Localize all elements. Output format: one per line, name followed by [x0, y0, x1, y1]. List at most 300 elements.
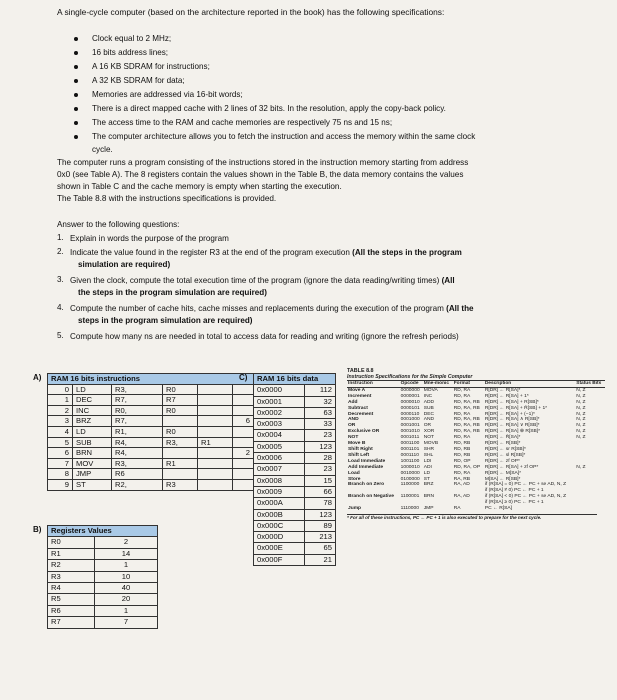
question-text-plain: Compute the number of cache hits, cache misses and replacements during the execution of the program [70, 304, 444, 313]
memory-row [254, 407, 336, 418]
memory-value: 21 [305, 554, 336, 565]
memory-value: 15 [305, 475, 336, 486]
memory-row [254, 554, 336, 565]
spec-cell: LD [423, 470, 430, 476]
spec-cell: 0001011 [400, 435, 420, 441]
register-name: R0 [48, 537, 95, 548]
spec-cell: N, Z [576, 429, 586, 435]
data-memory-table [253, 373, 336, 566]
spec-cell: R[DR] ← zf OP* [484, 458, 520, 464]
instruction-cell: 7 [48, 458, 73, 469]
instruction-cell: LD [73, 426, 112, 437]
memory-value: 63 [305, 407, 336, 418]
spec-cell: SHR [423, 446, 435, 452]
spec-item: A 32 KB SDRAM for data; [92, 76, 185, 85]
spec-cell: Exclusive OR [348, 429, 380, 435]
instruction-cell: R3 [163, 479, 198, 490]
spec-cell: 0001001 [400, 423, 420, 429]
instruction-cell: R0, [112, 405, 163, 416]
instruction-cell: 4 [48, 426, 73, 437]
instruction-cell [198, 479, 233, 490]
instruction-cell: R7, [112, 395, 163, 406]
spec-cell: 0000001 [400, 393, 420, 399]
spec-cell: RD, OP [453, 458, 471, 464]
spec-cell: ST [423, 476, 430, 482]
memory-row [254, 453, 336, 464]
table-b-label: B) [33, 525, 42, 534]
spec-cell: R[DR] ← R[SA] + zf OP* [484, 464, 539, 470]
spec-cell: 0000110 [400, 411, 420, 417]
memory-row [254, 532, 336, 543]
spec-cell [575, 506, 605, 512]
memory-value: 89 [305, 520, 336, 531]
spec-cell: RD, RA, RB [453, 399, 480, 405]
registers-table-title: Registers Values [48, 526, 158, 537]
spec-cell: R[DR] ← R[SA] + (−1)* [484, 411, 535, 417]
spec-cell: RD, RA, RB [453, 423, 480, 429]
memory-row [254, 396, 336, 407]
spec-cell: R[DR] ← M[SA]* [484, 470, 521, 476]
memory-address: 0x000C [254, 520, 305, 531]
memory-value: 33 [305, 419, 336, 430]
instruction-cell [233, 458, 254, 469]
question-text-bold: steps in the program simulation are required) [78, 316, 253, 325]
spec-cell: Load [348, 470, 360, 476]
register-row [48, 617, 158, 628]
spec-cell: RD, RB [453, 446, 471, 452]
question-text-bold: (All the [443, 304, 474, 313]
spec-cell: N, Z [576, 435, 586, 441]
spec-cell: RD, RA, RB [453, 417, 480, 423]
bullet-dot [74, 79, 78, 83]
spec-cell: N, Z [576, 411, 586, 417]
spec-cell: 0001110 [400, 452, 419, 458]
spec-table-body [347, 387, 605, 512]
memory-address: 0x000D [254, 532, 305, 543]
spec-cell: R[DR] ← R[SB]* [484, 441, 521, 447]
memory-row [254, 419, 336, 430]
spec-item: There is a direct mapped cache with 2 lines of 32 bits. In the resolution, apply the copy-back policy. [92, 104, 446, 113]
instruction-row [48, 479, 254, 490]
instruction-cell: R2, [112, 479, 163, 490]
spec-cell: Jump [348, 506, 362, 512]
spec-cell: R[DR] ← R̄[SA]* [484, 435, 521, 441]
instruction-cell [198, 458, 233, 469]
question-text-plain: Indicate the value found in the register R3 at the end of the program execution [70, 248, 350, 257]
instruction-cell: DEC [73, 395, 112, 406]
instruction-cell: JMP [73, 469, 112, 480]
spec-cell: R[DR] ← R[SA] + 1* [484, 393, 529, 399]
memory-value: 78 [305, 498, 336, 509]
memory-value: 23 [305, 464, 336, 475]
bullet-dot [74, 37, 78, 41]
spec-header-cell: Description [484, 381, 575, 388]
instruction-cell: MOV [73, 458, 112, 469]
memory-address: 0x0007 [254, 464, 305, 475]
register-value: 1 [95, 605, 158, 616]
register-name: R7 [48, 617, 95, 628]
spec-cell: Add Immediate [348, 464, 384, 470]
spec-table-title: TABLE 8.8 [347, 368, 374, 374]
instruction-cell: R3, [112, 458, 163, 469]
spec-cell: R[DR] ← R[SA] + R[SB]* [484, 399, 539, 405]
register-name: R6 [48, 605, 95, 616]
question-text-bold: (All the steps in the program [349, 248, 462, 257]
memory-address: 0x000B [254, 509, 305, 520]
memory-row [254, 543, 336, 554]
register-row [48, 583, 158, 594]
spec-cell: Decrement [348, 411, 374, 417]
register-value: 14 [95, 548, 158, 559]
instruction-cell: INC [73, 405, 112, 416]
instruction-cell [198, 448, 233, 459]
spec-cell: 0010000 [400, 470, 420, 476]
memory-row [254, 520, 336, 531]
memory-address: 0x0002 [254, 407, 305, 418]
question-number: 5. [57, 331, 64, 340]
spec-cell: N, Z [576, 405, 586, 411]
bullet-dot [74, 93, 78, 97]
spec-cell: Shift Left [348, 452, 370, 458]
question-number: 1. [57, 233, 64, 242]
spec-cell: RD, RA [453, 470, 471, 476]
spec-cell: R[DR] ← R[SA] ∧ R[SB]* [484, 417, 540, 423]
instruction-cell [233, 479, 254, 490]
instruction-cell: SUB [73, 437, 112, 448]
instruction-cell [198, 395, 233, 406]
register-value: 20 [95, 594, 158, 605]
memory-value: 213 [305, 532, 336, 543]
memory-address: 0x0003 [254, 419, 305, 430]
spec-cell: RA, AD [453, 482, 470, 488]
spec-cell: RA, RB [453, 476, 471, 482]
memory-address: 0x0008 [254, 475, 305, 486]
instruction-cell [163, 416, 198, 427]
data-memory-table-body [254, 385, 336, 566]
instruction-cell [198, 416, 233, 427]
register-row [48, 571, 158, 582]
memory-address: 0x0000 [254, 385, 305, 396]
spec-item: The computer architecture allows you to fetch the instruction and access the memory within the same clock [92, 132, 476, 141]
instruction-table [47, 373, 254, 491]
description-line: 0x0 (see Table A). The 8 registers contain the values shown in the Table B, the data memory contains the values [57, 170, 464, 179]
memory-row [254, 385, 336, 396]
memory-value: 65 [305, 543, 336, 554]
memory-address: 0x0001 [254, 396, 305, 407]
instruction-cell: 2 [233, 448, 254, 459]
question-number: 3. [57, 275, 64, 284]
instruction-row [48, 384, 254, 395]
spec-cell: RD, RA, RB [453, 405, 480, 411]
instruction-row [48, 469, 254, 480]
spec-cell: RA [453, 506, 461, 512]
instruction-cell: R1 [198, 437, 233, 448]
spec-header-cell: Status Bits [575, 381, 605, 388]
spec-cell: Subtract [348, 405, 368, 411]
spec-cell: INC [423, 393, 433, 399]
spec-cell: N, Z [576, 417, 586, 423]
register-value: 2 [95, 537, 158, 548]
bullet-dot [74, 107, 78, 111]
memory-address: 0x0006 [254, 453, 305, 464]
instruction-cell [233, 437, 254, 448]
register-name: R4 [48, 583, 95, 594]
memory-address: 0x000E [254, 543, 305, 554]
instruction-table-title: RAM 16 bits instructions [48, 374, 254, 385]
spec-cell: if (R[SA] < 0) PC ← PC + se AD, N, Z [484, 494, 567, 500]
instruction-cell: R0 [163, 384, 198, 395]
spec-cell: ADD [423, 399, 435, 405]
spec-cell: if (R[SA] ≠ 0) PC ← PC + 1 [484, 488, 544, 494]
spec-item: Clock equal to 2 MHz; [92, 34, 172, 43]
instruction-cell: 2 [48, 405, 73, 416]
instruction-row [48, 426, 254, 437]
instruction-cell: R3, [112, 384, 163, 395]
instruction-cell: 6 [233, 416, 254, 427]
spec-cell: 0000010 [400, 399, 420, 405]
memory-value: 28 [305, 453, 336, 464]
spec-cell: N, Z [576, 387, 586, 393]
spec-cell: Branch on Negative [348, 494, 394, 500]
instruction-cell: BRZ [73, 416, 112, 427]
instruction-cell: R0 [163, 426, 198, 437]
instruction-cell: ST [73, 479, 112, 490]
register-name: R3 [48, 571, 95, 582]
spec-cell: Move A [348, 387, 366, 393]
spec-cell: 1001100 [400, 458, 420, 464]
spec-cell: R[DR] ← sl R[SB]* [484, 452, 526, 458]
instruction-cell: R3, [163, 437, 198, 448]
spec-cell: RD, RA [453, 411, 471, 417]
memory-address: 0x000F [254, 554, 305, 565]
spec-item: cycle. [92, 145, 113, 154]
description-line: The Table 8.8 with the instructions specifications is provided. [57, 194, 277, 203]
spec-header-cell: Opcode [400, 381, 423, 388]
spec-cell: 0001010 [400, 429, 420, 435]
spec-cell: NOT [423, 435, 435, 441]
instruction-cell: 9 [48, 479, 73, 490]
spec-cell: R[DR] ← R[SA] ⊕ R[SB]* [484, 429, 541, 435]
spec-cell: Store [348, 476, 361, 482]
bullet-dot [74, 121, 78, 125]
spec-cell: N, Z [576, 399, 586, 405]
spec-cell: SHL [423, 452, 434, 458]
spec-item: A 16 KB SDRAM for instructions; [92, 62, 210, 71]
memory-address: 0x0004 [254, 430, 305, 441]
memory-value: 123 [305, 441, 336, 452]
spec-item: The access time to the RAM and cache memories are respectively 75 ns and 15 ns; [92, 118, 393, 127]
spec-cell: Shift Right [348, 446, 373, 452]
spec-cell: if (R[SA] = 0) PC ← PC + se AD, N, Z [484, 482, 567, 488]
spec-header-cell: Mne-monic [423, 381, 453, 388]
spec-cell: BRZ [423, 482, 434, 488]
memory-row [254, 509, 336, 520]
spec-cell: ADI [423, 464, 432, 470]
spec-cell: OR [423, 423, 432, 429]
instruction-cell [163, 469, 198, 480]
spec-cell: 1110000 [400, 506, 419, 512]
spec-cell: XOR [423, 429, 435, 435]
spec-cell: if (R[SA] ≥ 0) PC ← PC + 1 [484, 500, 544, 506]
instruction-cell: R6 [112, 469, 163, 480]
instruction-cell: R4, [112, 448, 163, 459]
instruction-cell [198, 469, 233, 480]
memory-row [254, 430, 336, 441]
spec-cell: 0001101 [400, 446, 420, 452]
instruction-cell: 0 [48, 384, 73, 395]
register-value: 7 [95, 617, 158, 628]
register-value: 40 [95, 583, 158, 594]
instruction-row [48, 416, 254, 427]
instruction-cell [163, 448, 198, 459]
spec-cell: R[DR] ← R[SA] + R̄[SB] + 1* [484, 405, 548, 411]
spec-cell: 0100000 [400, 476, 420, 482]
instruction-cell: R7, [112, 416, 163, 427]
register-name: R1 [48, 548, 95, 559]
table-c-label: C) [239, 373, 248, 382]
instruction-cell [198, 426, 233, 437]
question-text: Explain in words the purpose of the program [70, 234, 229, 243]
spec-cell: Increment [348, 393, 372, 399]
register-row [48, 537, 158, 548]
spec-cell: AND [423, 417, 435, 423]
question-text [70, 303, 474, 314]
register-value: 10 [95, 571, 158, 582]
spec-cell: R[DR] ← sr R[SB]* [484, 446, 526, 452]
register-name: R2 [48, 560, 95, 571]
spec-cell: 1100000 [400, 482, 420, 488]
memory-value: 23 [305, 430, 336, 441]
instruction-row [48, 458, 254, 469]
spec-cell: PC ← R[SA] [484, 506, 513, 512]
spec-cell: OR [348, 423, 356, 429]
instruction-spec-table [347, 368, 602, 521]
data-memory-table-title: RAM 16 bits data [254, 374, 336, 385]
instruction-cell: R4, [112, 437, 163, 448]
instruction-cell [198, 405, 233, 416]
answer-intro: Answer to the following questions: [57, 220, 180, 229]
question-text [70, 247, 462, 258]
memory-row [254, 486, 336, 497]
spec-cell: N, Z [576, 393, 586, 399]
bullet-dot [74, 51, 78, 55]
bullet-dot [74, 65, 78, 69]
spec-item: Memories are addressed via 16-bit words; [92, 90, 243, 99]
instruction-cell: 8 [48, 469, 73, 480]
instruction-table-body [48, 384, 254, 490]
spec-cell: N, Z [576, 423, 586, 429]
memory-row [254, 441, 336, 452]
instruction-cell [198, 384, 233, 395]
memory-row [254, 498, 336, 509]
memory-row [254, 475, 336, 486]
spec-cell: MOVB [423, 441, 439, 447]
spec-cell: 1100001 [400, 494, 420, 500]
spec-cell: RD, RB [453, 452, 471, 458]
instruction-cell [233, 426, 254, 437]
spec-cell: RD, RA [453, 387, 471, 393]
spec-item: 16 bits address lines; [92, 48, 169, 57]
spec-row [347, 506, 605, 512]
spec-cell: JMP [423, 506, 434, 512]
description-line: The computer runs a program consisting of the instructions stored in the instruction memory starting from address [57, 158, 469, 167]
question-number: 2. [57, 247, 64, 256]
instruction-cell [233, 469, 254, 480]
spec-cell: RD, RA [453, 393, 471, 399]
question-text-plain: Given the clock, compute the total execution time of the program (ignore the data reading/writing times) [70, 276, 440, 285]
question-text-bold: (All [439, 276, 455, 285]
spec-cell: 0000000 [400, 387, 420, 393]
question-number: 4. [57, 303, 64, 312]
memory-value: 32 [305, 396, 336, 407]
memory-row [254, 464, 336, 475]
instruction-cell: 6 [48, 448, 73, 459]
spec-cell: R[DR] ← R[SA] ∨ R[SB]* [484, 423, 540, 429]
instruction-cell [233, 384, 254, 395]
intro-text: A single-cycle computer (based on the architecture reported in the book) has the following specifications: [57, 7, 445, 17]
instruction-cell: R7 [163, 395, 198, 406]
spec-table-header [347, 381, 605, 388]
memory-address: 0x0005 [254, 441, 305, 452]
bullet-dot [74, 135, 78, 139]
register-row [48, 548, 158, 559]
spec-header-cell: Format [453, 381, 484, 388]
spec-table-caption: Instruction Specifications for the Simple Computer [347, 374, 473, 380]
memory-value: 123 [305, 509, 336, 520]
spec-header-cell: Instruction [347, 381, 400, 388]
spec-cell: LDI [423, 458, 432, 464]
instruction-row [48, 448, 254, 459]
instruction-cell: R1 [163, 458, 198, 469]
spec-cell: Add [348, 399, 358, 405]
registers-table-body [48, 537, 158, 628]
instruction-cell: LD [73, 384, 112, 395]
question-text-bold: the steps in the program simulation are required) [78, 288, 267, 297]
memory-address: 0x000A [254, 498, 305, 509]
spec-cell: RD, RA, RB [453, 429, 480, 435]
spec-cell: 0000101 [400, 405, 420, 411]
spec-table-footnote: * For all of these instructions, PC ← PC + 1 is also executed to prepare for the next cycle. [347, 514, 597, 521]
spec-cell: M[SA] ← R[SB]* [484, 476, 521, 482]
instruction-cell: BRN [73, 448, 112, 459]
question-text-bold: simulation are required) [78, 260, 171, 269]
register-row [48, 605, 158, 616]
spec-cell: Move B [348, 441, 366, 447]
memory-address: 0x0009 [254, 486, 305, 497]
instruction-cell: 1 [48, 395, 73, 406]
spec-cell: 1000010 [400, 464, 420, 470]
instruction-row [48, 395, 254, 406]
spec-cell: DEC [423, 411, 435, 417]
spec-cell: SUB [423, 405, 434, 411]
instruction-row [48, 437, 254, 448]
spec-cell: RD, RA [453, 435, 471, 441]
instruction-cell: 3 [48, 416, 73, 427]
spec-cell: Load Immediate [348, 458, 386, 464]
instruction-cell: 5 [48, 437, 73, 448]
instruction-cell [233, 405, 254, 416]
spec-cell: RD, RA, OP [453, 464, 481, 470]
table-a-label: A) [33, 373, 42, 382]
register-value: 1 [95, 560, 158, 571]
instruction-cell: R1, [112, 426, 163, 437]
description-line: shown in Table C and the cache memory is empty when starting the execution. [57, 182, 342, 191]
instruction-row [48, 405, 254, 416]
register-row [48, 594, 158, 605]
spec-cell: 0001100 [400, 441, 420, 447]
spec-cell: R[DR] ← R[SA]* [484, 387, 521, 393]
instruction-cell: R0 [163, 405, 198, 416]
